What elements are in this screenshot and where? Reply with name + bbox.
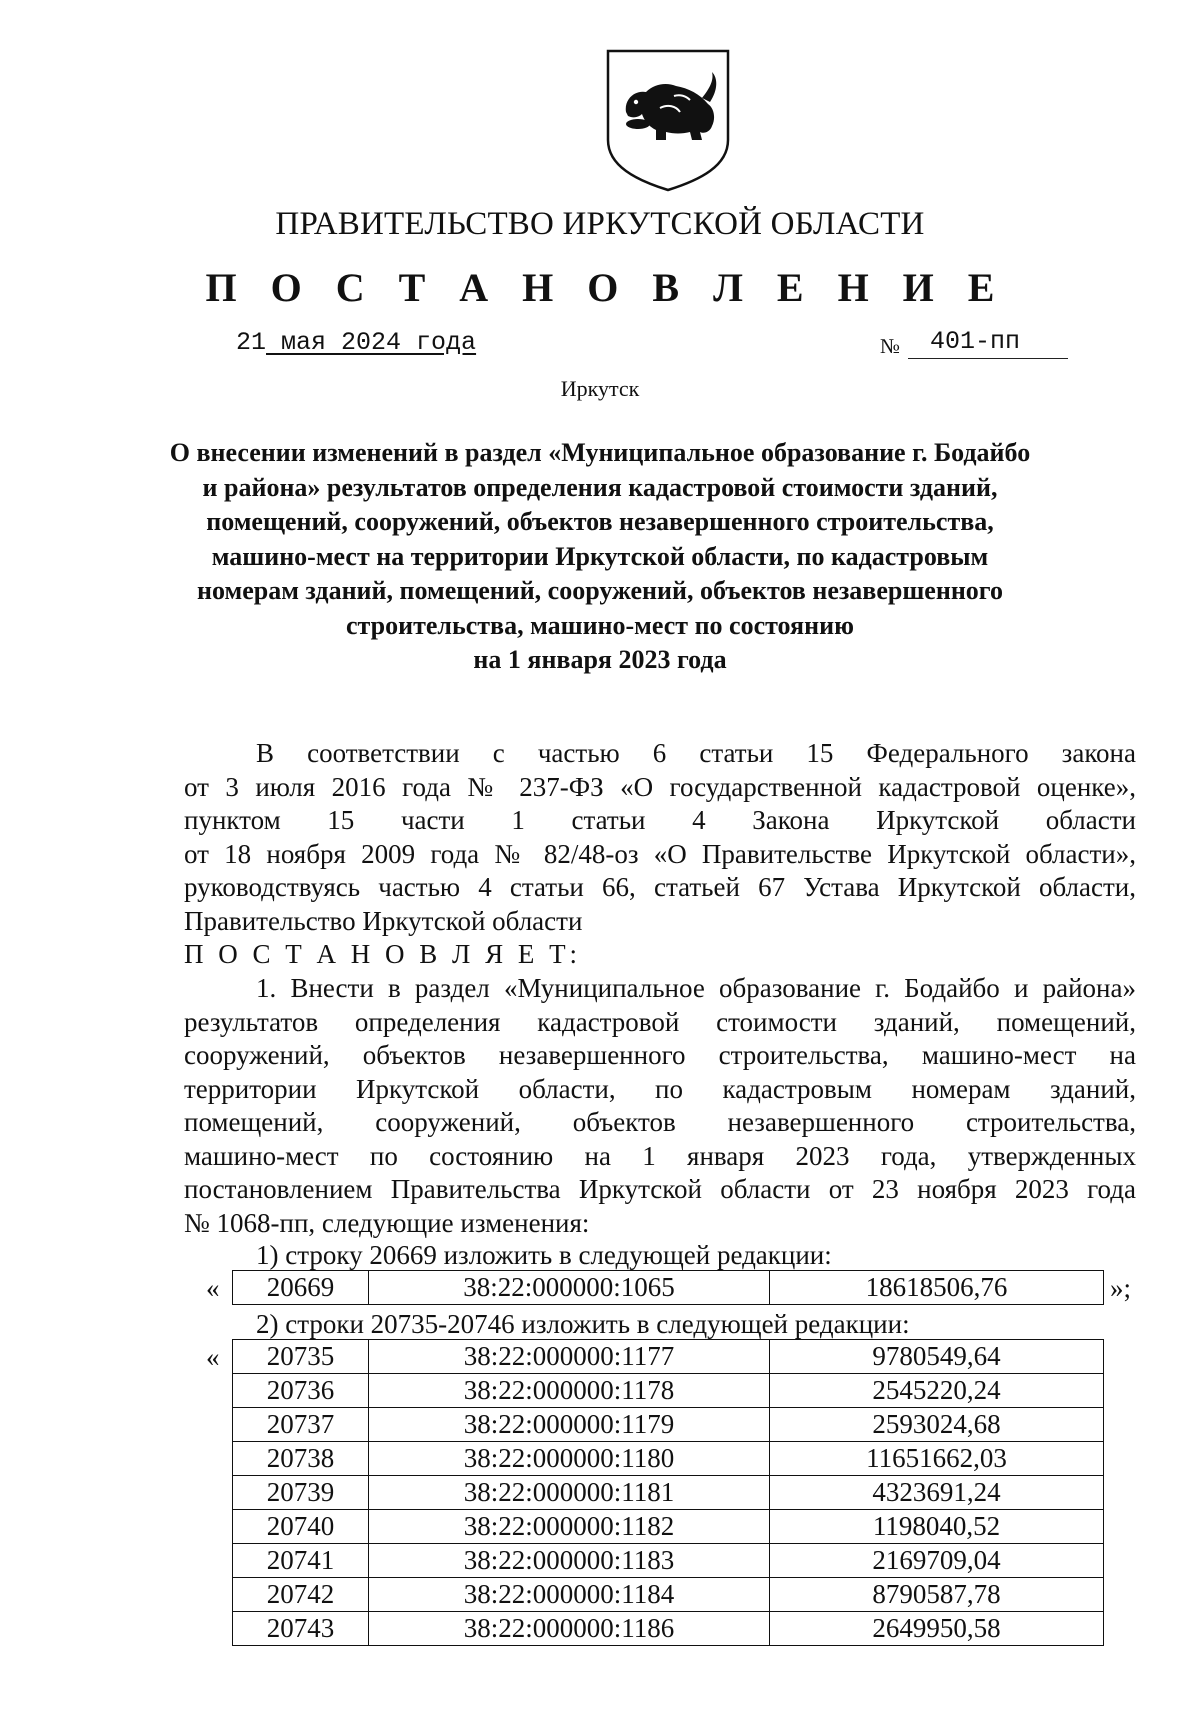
table-subitem-1	[232, 1270, 1104, 1305]
table-row	[233, 1510, 1104, 1544]
item-line: машино-мест по состоянию на 1 января 2023 года, утвержденных	[184, 1140, 1136, 1171]
cadastral-value-cell: 2545220,24	[770, 1374, 1104, 1408]
row-number-cell: 20741	[233, 1544, 369, 1578]
coat-of-arms-icon	[604, 48, 732, 193]
row-number-cell: 20736	[233, 1374, 369, 1408]
cadastral-number-cell: 38:22:000000:1184	[369, 1578, 770, 1612]
table-row	[233, 1442, 1104, 1476]
title-line: и района» результатов определения кадастровой стоимости зданий,	[202, 472, 998, 502]
preamble-line: от 3 июля 2016 года № 237-ФЗ «О государственной кадастровой оценке»,	[184, 771, 1136, 802]
preamble	[184, 737, 1136, 972]
cadastral-number-cell: 38:22:000000:1179	[369, 1408, 770, 1442]
item-line: постановлением Правительства Иркутской области от 23 ноября 2023 года	[184, 1174, 1136, 1204]
date-month-year: мая 2024 года	[266, 328, 477, 357]
row-number-cell: 20735	[233, 1340, 369, 1374]
table-row	[233, 1476, 1104, 1510]
title-line: на 1 января 2023 года	[473, 645, 727, 674]
subitem-1-text: 1) строку 20669 изложить в следующей редакции:	[256, 1240, 832, 1270]
cadastral-value-cell: 1198040,52	[770, 1510, 1104, 1544]
item-1	[184, 972, 1136, 1240]
row-number-cell: 20739	[233, 1476, 369, 1510]
table-row	[233, 1271, 1104, 1305]
cadastral-value-cell: 2593024,68	[770, 1408, 1104, 1442]
table-row	[233, 1612, 1104, 1646]
title-line: машино-мест на территории Иркутской области, по кадастровым	[211, 541, 989, 571]
date-day: 21	[236, 328, 267, 357]
title-line: строительства, машино-мест по состоянию	[346, 610, 854, 640]
row-number-cell: 20743	[233, 1612, 369, 1646]
row-number-cell: 20740	[233, 1510, 369, 1544]
government-name: ПРАВИТЕЛЬСТВО ИРКУТСКОЙ ОБЛАСТИ	[275, 206, 925, 242]
cadastral-value-cell: 2649950,58	[770, 1612, 1104, 1646]
quote-close: »;	[1110, 1273, 1132, 1303]
cadastral-value-cell: 9780549,64	[770, 1340, 1104, 1374]
cadastral-number-cell: 38:22:000000:1186	[369, 1612, 770, 1646]
document-number: 401-пп	[908, 327, 1068, 359]
item-line: сооружений, объектов незавершенного строительства, машино-мест на	[184, 1040, 1136, 1070]
document-type: П О С Т А Н О В Л Е Н И Е	[205, 265, 1007, 310]
cadastral-value-cell: 2169709,04	[770, 1544, 1104, 1578]
subitem-2-text: 2) строки 20735-20746 изложить в следующей редакции:	[256, 1309, 910, 1339]
item-line: № 1068-пп, следующие изменения:	[184, 1207, 590, 1238]
row-number-cell: 20737	[233, 1408, 369, 1442]
row-number-cell: 20738	[233, 1442, 369, 1476]
quote-open: «	[206, 1273, 220, 1303]
table-row	[233, 1340, 1104, 1374]
table-subitem-2	[232, 1339, 1104, 1646]
preamble-line: В соответствии с частью 6 статьи 15 Федерального закона	[256, 738, 1136, 768]
item-line: территории Иркутской области, по кадастровым номерам зданий,	[184, 1073, 1136, 1104]
cadastral-number-cell: 38:22:000000:1182	[369, 1510, 770, 1544]
preamble-line: руководствуясь частью 4 статьи 66, статьей 67 Устава Иркутской области,	[184, 872, 1136, 902]
table-row	[233, 1578, 1104, 1612]
cadastral-number-cell: 38:22:000000:1177	[369, 1340, 770, 1374]
city: Иркутск	[560, 376, 640, 401]
row-number-cell: 20669	[233, 1271, 369, 1305]
quote-open: «	[206, 1342, 220, 1372]
cadastral-number-cell: 38:22:000000:1065	[369, 1271, 770, 1305]
cadastral-number-cell: 38:22:000000:1178	[369, 1374, 770, 1408]
preamble-line: пунктом 15 части 1 статьи 4 Закона Иркутской области	[184, 805, 1136, 835]
item-line: результатов определения кадастровой стоимости зданий, помещений,	[184, 1006, 1136, 1037]
number-sign: №	[880, 334, 901, 358]
title-line: О внесении изменений в раздел «Муниципальное образование г. Бодайбо	[169, 438, 1031, 467]
table-row	[233, 1544, 1104, 1578]
item-line: помещений, сооружений, объектов незавершенного строительства,	[184, 1107, 1136, 1137]
title-line: номерам зданий, помещений, сооружений, объектов незавершенного	[197, 576, 1003, 605]
item-line: 1. Внести в раздел «Муниципальное образование г. Бодайбо и района»	[256, 973, 1136, 1003]
preamble-line: Правительство Иркутской области	[184, 905, 583, 936]
cadastral-value-cell: 8790587,78	[770, 1578, 1104, 1612]
document-date	[236, 328, 476, 357]
cadastral-number-cell: 38:22:000000:1181	[369, 1476, 770, 1510]
title-line: помещений, сооружений, объектов незавершенного строительства,	[206, 507, 994, 536]
cadastral-value-cell: 4323691,24	[770, 1476, 1104, 1510]
table-row	[233, 1408, 1104, 1442]
document-title	[150, 436, 1050, 678]
cadastral-value-cell: 11651662,03	[770, 1442, 1104, 1476]
cadastral-number-cell: 38:22:000000:1180	[369, 1442, 770, 1476]
cadastral-number-cell: 38:22:000000:1183	[369, 1544, 770, 1578]
row-number-cell: 20742	[233, 1578, 369, 1612]
preamble-line: от 18 ноября 2009 года № 82/48-оз «О Правительстве Иркутской области»,	[184, 838, 1136, 869]
table-row	[233, 1374, 1104, 1408]
resolves-word: П О С Т А Н О В Л Я Е Т:	[184, 939, 582, 969]
cadastral-value-cell: 18618506,76	[770, 1271, 1104, 1305]
